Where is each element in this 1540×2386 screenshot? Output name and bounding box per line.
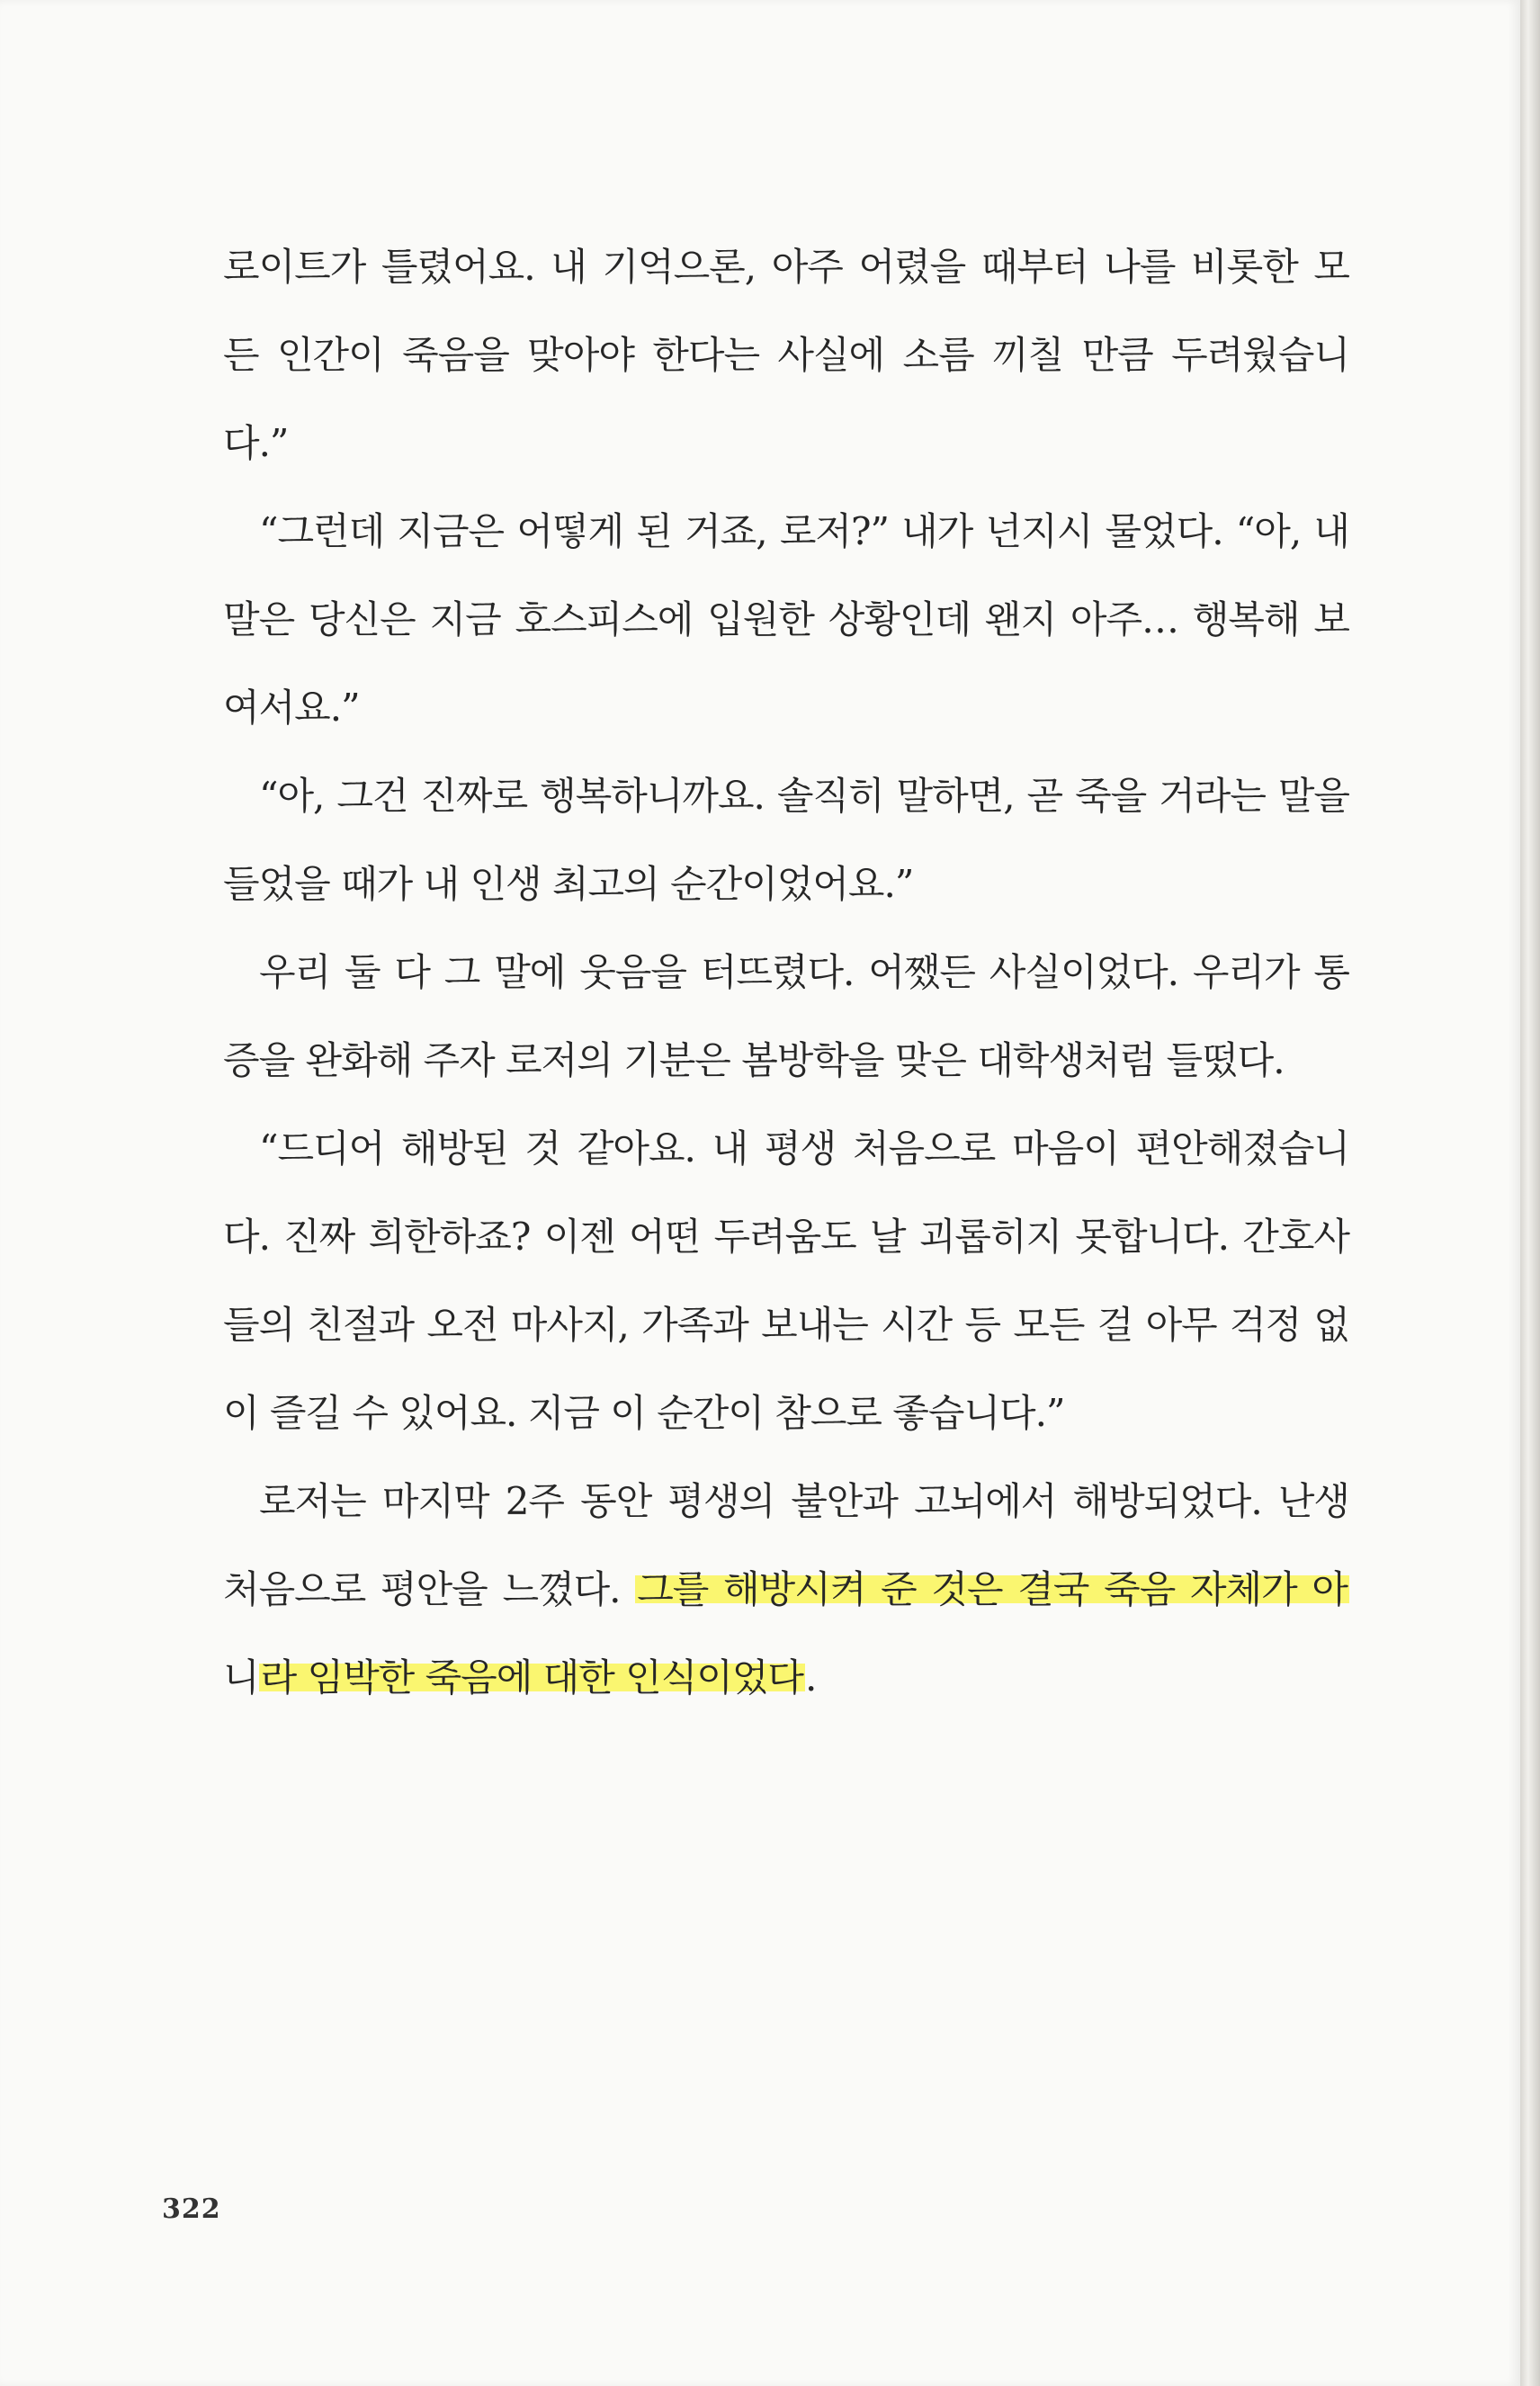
text-segment: 니 bbox=[223, 1655, 259, 1700]
body-text bbox=[223, 223, 1349, 1722]
text-line: 다. 진짜 희한하죠? 이젠 어떤 두려움도 날 괴롭히지 못합니다. 간호사 bbox=[223, 1215, 1349, 1259]
text-line: 증을 완화해 주자 로저의 기분은 봄방학을 맞은 대학생처럼 들떴다. bbox=[223, 1038, 1285, 1082]
page-edge bbox=[1520, 0, 1540, 2386]
highlighted-text: 그를 해방시켜 준 것은 결국 죽음 자체가 아 bbox=[637, 1567, 1348, 1611]
text-line: 들의 친절과 오전 마사지, 가족과 보내는 시간 등 모든 걸 아무 걱정 없 bbox=[223, 1303, 1349, 1347]
text-line: 로이트가 틀렸어요. 내 기억으론, 아주 어렸을 때부터 나를 비롯한 모 bbox=[223, 245, 1349, 289]
highlighted-text: 라 임박한 죽음에 대한 인식이었다 bbox=[260, 1655, 803, 1700]
page-number: 322 bbox=[162, 2193, 221, 2225]
text-line: 들었을 때가 내 인생 최고의 순간이었어요.” bbox=[223, 862, 914, 906]
text-segment: . bbox=[805, 1655, 817, 1700]
text-line: 여서요.” bbox=[223, 686, 360, 730]
text-line: 로저는 마지막 2주 동안 평생의 불안과 고뇌에서 해방되었다. 난생 bbox=[259, 1479, 1349, 1523]
text-line bbox=[223, 1634, 1349, 1722]
text-line: 이 즐길 수 있어요. 지금 이 순간이 참으로 좋습니다.” bbox=[223, 1391, 1065, 1435]
text-line: “드디어 해방된 것 같아요. 내 평생 처음으로 마음이 편안해졌습니 bbox=[259, 1126, 1349, 1171]
text-line: 우리 둘 다 그 말에 웃음을 터뜨렸다. 어쨌든 사실이었다. 우리가 통 bbox=[259, 950, 1349, 994]
text-line: 든 인간이 죽음을 맞아야 한다는 사실에 소름 끼칠 만큼 두려웠습니 bbox=[223, 333, 1349, 377]
text-segment: 처음으로 평안을 느꼈다. bbox=[223, 1567, 636, 1611]
text-line: “아, 그건 진짜로 행복하니까요. 솔직히 말하면, 곧 죽을 거라는 말을 bbox=[259, 774, 1349, 818]
text-line: 말은 당신은 지금 호스피스에 입원한 상황인데 왠지 아주… 행복해 보 bbox=[223, 597, 1349, 641]
text-line: 다.” bbox=[223, 421, 289, 465]
text-line: “그런데 지금은 어떻게 된 거죠, 로저?” 내가 넌지시 물었다. “아, 내 bbox=[259, 509, 1349, 553]
text-line bbox=[223, 1546, 1349, 1634]
